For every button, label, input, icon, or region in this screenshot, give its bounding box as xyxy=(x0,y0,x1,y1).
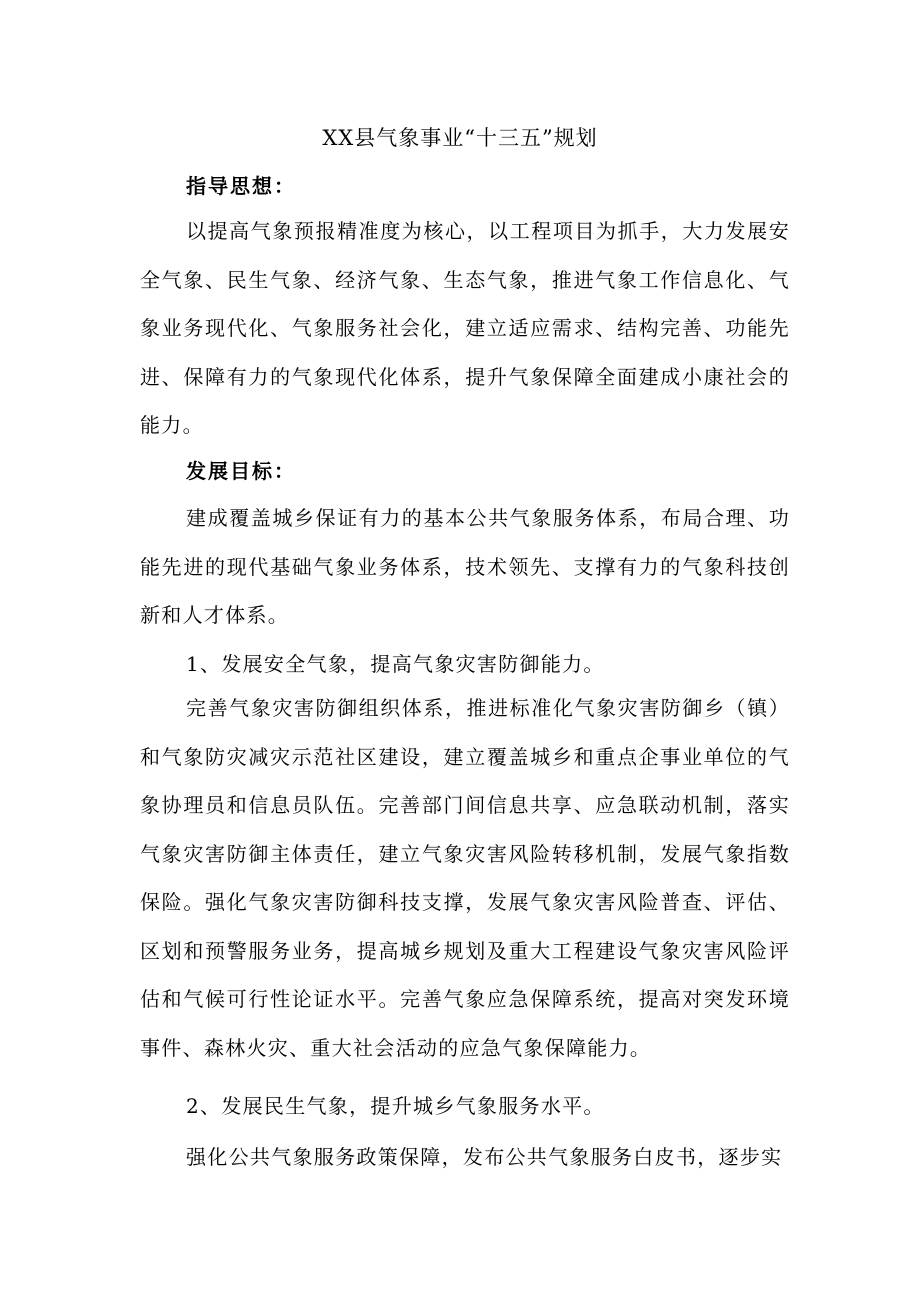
item1-paragraph: 完善气象灾害防御组织体系，推进标准化气象灾害防御乡（镇）和气象防灾减灾示范社区建设，建立覆盖城乡和重点企事业单位的气象协理员和信息员队伍。完善部门间信息共享、应急联动机制，落实气象灾害防御主体责任，建立气象灾害风险转移机制，发展气象指数保险。强化气象灾害防御科技支撑，发展气象灾害风险普查、评估、区划和预警服务业务，提高城乡规划及重大工程建设气象灾害风险评估和气候可行性论证水平。完善气象应急保障系统，提高对突发环境事件、森林火灾、重大社会活动的应急气象保障能力。 xyxy=(140,696,790,1060)
item2-paragraph: 强化公共气象服务政策保障，发布公共气象服务白皮书，逐步实 xyxy=(186,1145,783,1169)
item1-heading: 1、发展安全气象，提高气象灾害防御能力。 xyxy=(186,652,605,676)
goals-paragraph: 建成覆盖城乡保证有力的基本公共气象服务体系，布局合理、功能先进的现代基础气象业务体系，技术领先、支撑有力的气象科技创新和人才体系。 xyxy=(140,506,790,627)
guiding-heading: 指导思想： xyxy=(186,174,296,198)
document-title: XX县气象事业“十三五”规划 xyxy=(322,126,598,150)
item2-heading: 2、发展民生气象，提升城乡气象服务水平。 xyxy=(186,1094,605,1118)
guiding-paragraph: 以提高气象预报精准度为核心，以工程项目为抓手，大力发展安全气象、民生气象、经济气象、生态气象，推进气象工作信息化、气象业务现代化、气象服务社会化，建立适应需求、结构完善、功能先进、保障有力的气象现代化体系，提升气象保障全面建成小康社会的能力。 xyxy=(140,219,790,437)
goals-heading: 发展目标： xyxy=(186,459,296,483)
